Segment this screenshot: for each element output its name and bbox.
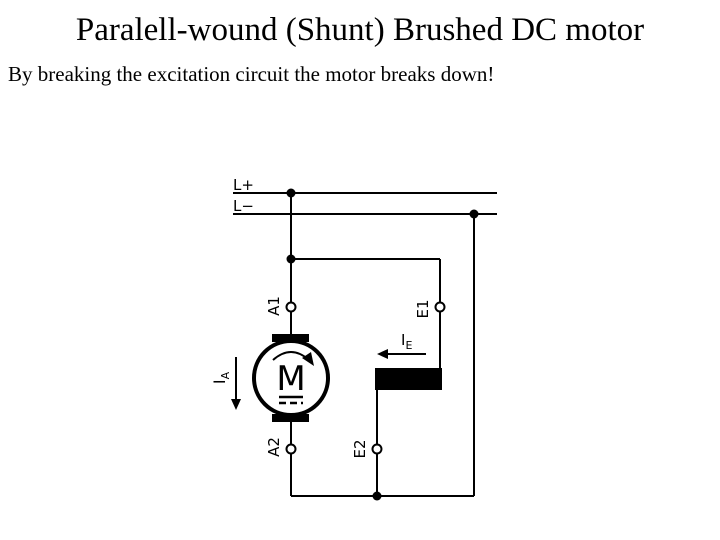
junction-positive-rail [287,189,296,198]
terminal-e2 [373,445,382,454]
motor-brush-bottom [272,414,309,422]
armature-current-label: $I_A$ [210,371,232,385]
terminal-e2-label: E2 [351,439,369,459]
page-title: Paralell-wound (Shunt) Brushed DC motor [75,12,645,48]
junction-negative-rail [470,210,479,219]
field-winding [375,368,442,390]
positive-rail-label: L+ [233,176,254,194]
field-current-arrowhead-icon [377,349,388,359]
negative-rail-label: L− [233,197,254,215]
motor-symbol-label: M [276,359,306,399]
terminal-a2-label: A2 [265,437,283,457]
terminal-a1 [287,303,296,312]
junction-bottom [373,492,382,501]
junction-field-feed [287,255,296,264]
terminal-a1-label: A1 [265,296,283,316]
page-subtitle: By breaking the excitation circuit the motor breaks down! [8,62,495,86]
field-current-label: $I_E$ [401,331,413,352]
terminal-a2 [287,445,296,454]
armature-current-arrowhead-icon [231,399,241,410]
terminal-e1 [436,303,445,312]
terminal-e1-label: E1 [414,299,432,319]
